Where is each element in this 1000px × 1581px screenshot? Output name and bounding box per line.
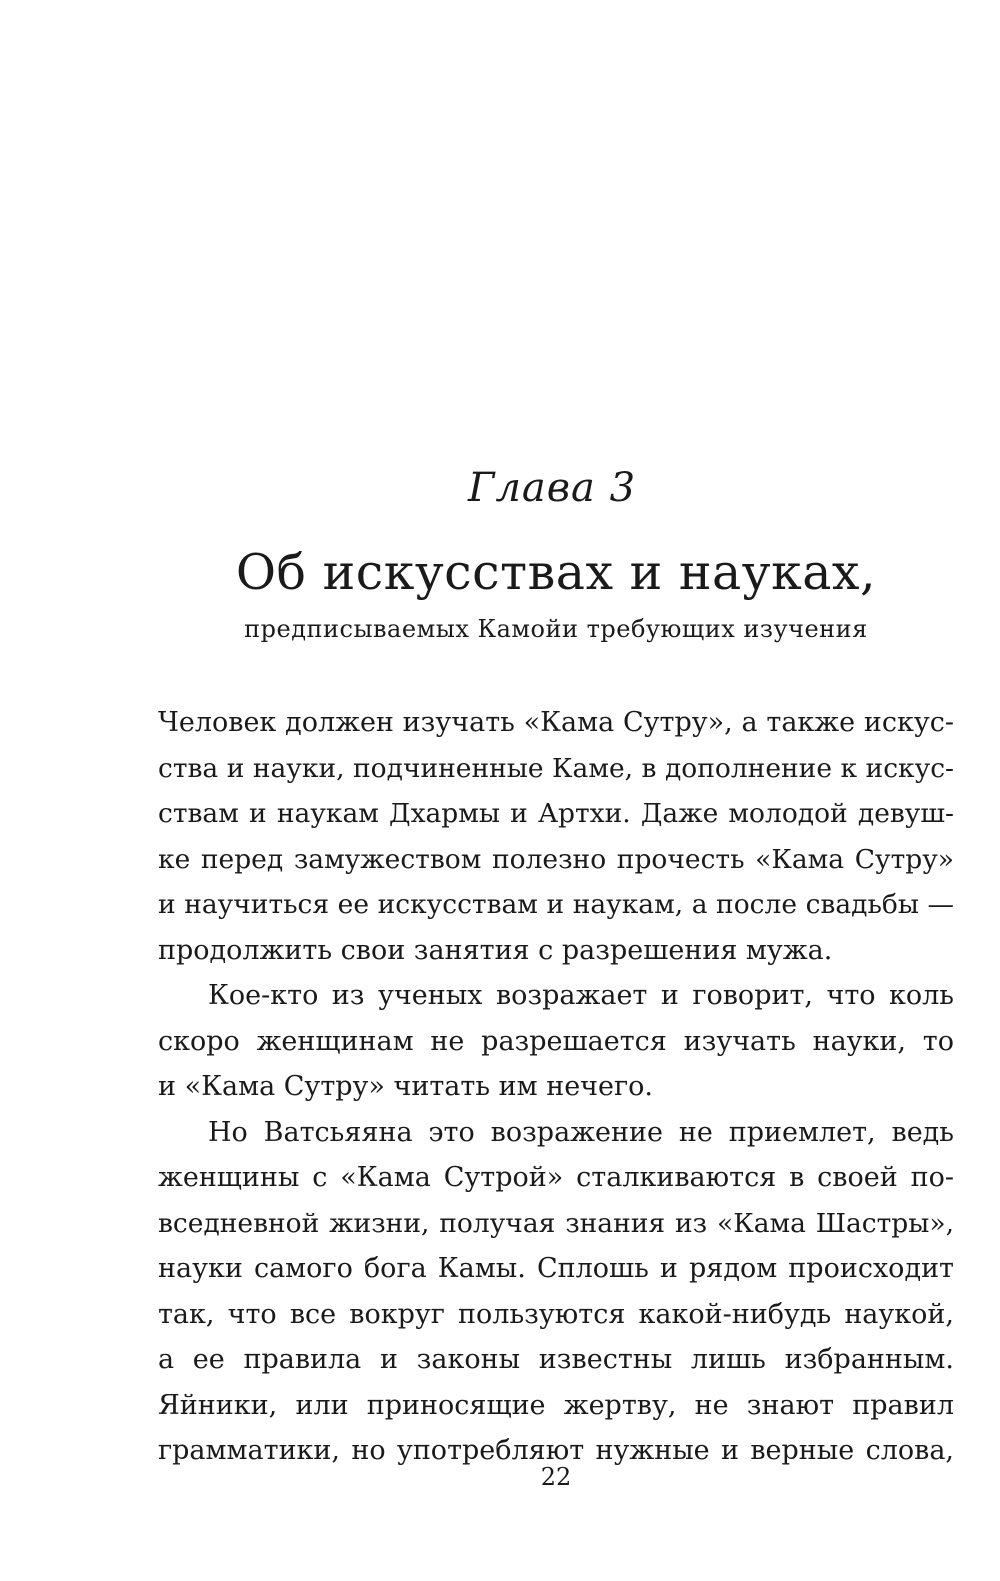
paragraph-3 xyxy=(158,1110,954,1474)
paragraph-2 xyxy=(158,973,954,1110)
text-line: вседневной жизни, получая знания из «Кама Шастры», xyxy=(158,1207,954,1239)
chapter-label: Глава 3 xyxy=(467,465,637,511)
text-line: а ее правила и законы известны лишь избранным. xyxy=(158,1344,954,1375)
paragraph-1 xyxy=(158,700,954,973)
text-line: и научиться ее искусствам и наукам, а после свадьбы — xyxy=(158,889,954,920)
text-line: скоро женщинам не разрешается изучать науки, то xyxy=(158,1025,954,1057)
text-line: Человек должен изучать «Кама Сутру», а также искус- xyxy=(158,707,954,738)
text-line: науки самого бога Камы. Сплошь и рядом происходит xyxy=(158,1253,954,1284)
text-line: так, что все вокруг пользуются какой-нибудь наукой, xyxy=(158,1298,954,1330)
body-text xyxy=(158,700,954,1474)
chapter-subtitle: предписываемых Камойи требующих изучения xyxy=(244,615,868,643)
text-line: Кое-кто из ученых возражает и говорит, что коль xyxy=(208,980,954,1011)
text-line: женщины с «Кама Сутрой» сталкиваются в своей по- xyxy=(158,1162,954,1193)
text-line: продолжить свои занятия с разрешения мужа. xyxy=(158,934,833,966)
page-number: 22 xyxy=(540,1463,572,1491)
chapter-title: Об искусствах и науках, xyxy=(235,544,877,601)
text-line: ке перед замужеством полезно прочесть «Кама Сутру» xyxy=(158,843,954,875)
text-line: Но Ватсьяяна это возражение не приемлет, ведь xyxy=(208,1116,954,1148)
text-line: и «Кама Сутру» читать им нечего. xyxy=(158,1071,653,1102)
text-line: Яйники, или приносящие жертву, не знают правил xyxy=(158,1389,954,1421)
text-line: ства и науки, подчиненные Каме, в дополнение к искус- xyxy=(158,752,954,784)
text-line: грамматики, но употребляют нужные и верные слова, xyxy=(158,1435,954,1466)
text-line: ствам и наукам Дхармы и Артхи. Даже молодой девуш- xyxy=(158,798,954,829)
